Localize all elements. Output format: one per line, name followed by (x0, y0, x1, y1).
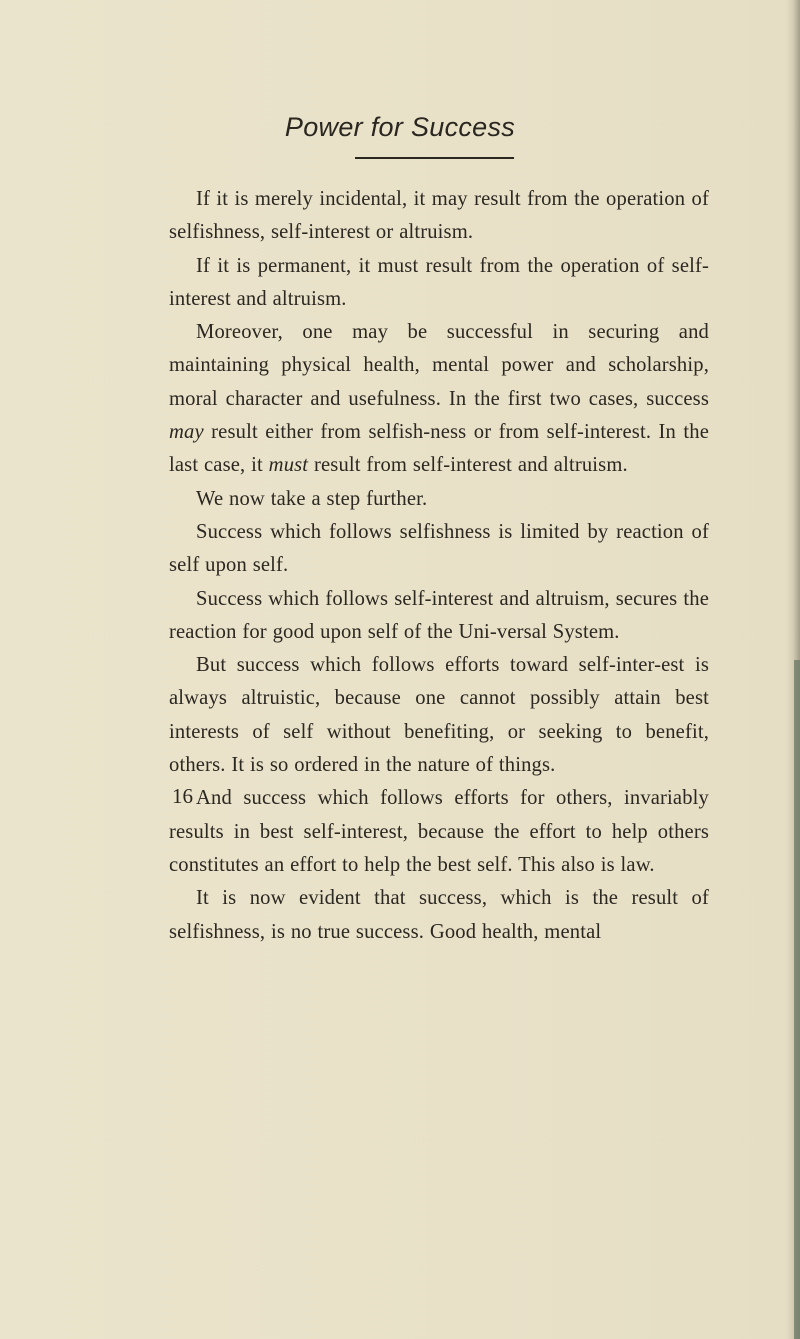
paragraph-9: It is now evident that success, which is the result of selfishness, is no true success. Good health, mental (169, 887, 709, 943)
paragraph-4: We now take a step further. (196, 487, 428, 510)
paragraph-3-part-1: Moreover, one may be successful in securing and maintaining physical health, mental power and scholarship, moral character and usefulness. In the first two cases, success (169, 321, 709, 410)
running-title: Power for Success (284, 112, 516, 142)
emphasis-must: must (268, 454, 309, 477)
page-edge-strip (794, 660, 800, 1339)
paragraph-3-part-2: result either from selfish-ness or from self-interest. In the last case, it (169, 421, 709, 477)
header-rule (355, 157, 514, 159)
body-text (169, 183, 709, 949)
paragraph-7: But success which follows efforts toward self-inter-est is always altruistic, because one cannot possibly attain best interests of self without benefiting, or seeking to benefit, others. It is so ordered in the nature of things. (169, 654, 709, 777)
emphasis-may: may (169, 421, 204, 444)
paragraph-3 (169, 316, 709, 482)
paragraph-5: Success which follows selfishness is limited by reaction of self upon self. (169, 520, 709, 577)
page-number: 16 (172, 784, 193, 808)
paragraph-3-part-3: result from self-interest and altruism. (308, 454, 628, 477)
paragraph-8: And success which follows efforts for others, invariably results in best self-interest, because the effort to help others constitutes an effort to help the best self. This also is law. (169, 787, 709, 876)
page-header (0, 112, 800, 143)
paragraph-1: If it is merely incidental, it may result from the operation of selfishness, self-interest or altruism. (169, 188, 709, 244)
paragraph-2: If it is permanent, it must result from the operation of self-interest and altruism. (169, 254, 709, 310)
paragraph-6: Success which follows self-interest and altruism, secures the reaction for good upon self of the Uni-versal System. (169, 587, 709, 643)
